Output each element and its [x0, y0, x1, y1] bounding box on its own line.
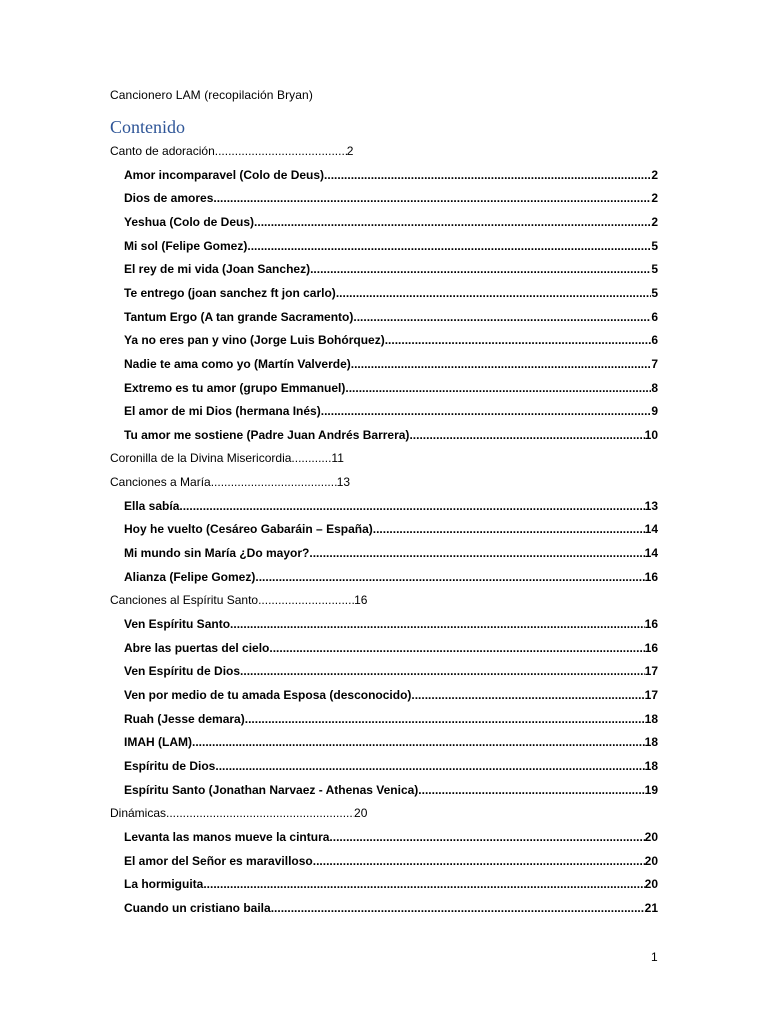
toc-entry-page: 5 — [651, 239, 658, 253]
toc-entry-title: Alianza (Felipe Gomez) — [124, 570, 256, 584]
toc-entry-page: 9 — [651, 404, 658, 418]
toc-entry-page: 18 — [644, 735, 658, 749]
toc-leader-dots — [240, 663, 645, 679]
toc-entry[interactable] — [110, 474, 350, 490]
toc-leader-dots — [329, 829, 644, 845]
toc-entry[interactable] — [124, 734, 658, 750]
toc-entry-page: 14 — [644, 546, 658, 560]
toc-entry-page: 7 — [651, 357, 658, 371]
toc-entry-title: Nadie te ama como yo (Martín Valverde) — [124, 357, 351, 371]
toc-entry[interactable] — [124, 332, 658, 348]
toc-entry-page: 20 — [644, 877, 658, 891]
toc-leader-dots — [247, 238, 651, 254]
toc-entry-title: Canciones al Espíritu Santo — [110, 593, 259, 607]
toc-entry-title: IMAH (LAM) — [124, 735, 192, 749]
toc-leader-dots — [313, 853, 645, 869]
toc-entry-title: El rey de mi vida (Joan Sanchez) — [124, 262, 311, 276]
toc-entry[interactable] — [124, 640, 658, 656]
toc-entry-title: El amor de mi Dios (hermana Inés) — [124, 404, 321, 418]
toc-leader-dots — [345, 380, 651, 396]
toc-entry-title: Tantum Ergo (A tan grande Sacramento) — [124, 310, 354, 324]
toc-entry-page: 5 — [651, 286, 658, 300]
toc-entry-page: 20 — [354, 806, 368, 820]
toc-entry[interactable] — [124, 380, 658, 396]
toc-entry-title: Yeshua (Colo de Deus) — [124, 215, 255, 229]
toc-entry-page: 6 — [651, 333, 658, 347]
toc-entry[interactable] — [110, 143, 353, 159]
toc-entry-page: 10 — [644, 428, 658, 442]
toc-entry-title: Mi mundo sin María ¿Do mayor? — [124, 546, 310, 560]
toc-leader-dots — [215, 143, 347, 159]
toc-leader-dots — [254, 214, 651, 230]
toc-entry-title: Dinámicas — [110, 806, 167, 820]
toc-leader-dots — [351, 356, 652, 372]
toc-entry-page: 17 — [644, 664, 658, 678]
toc-entry[interactable] — [124, 356, 658, 372]
toc-leader-dots — [291, 450, 331, 466]
toc-leader-dots — [215, 758, 644, 774]
toc-entry-page: 19 — [644, 783, 658, 797]
toc-entry[interactable] — [124, 190, 658, 206]
toc-leader-dots — [258, 592, 354, 608]
toc-leader-dots — [310, 261, 651, 277]
toc-entry[interactable] — [124, 829, 658, 845]
toc-entry-page: 16 — [644, 617, 658, 631]
toc-leader-dots — [269, 640, 644, 656]
toc-entry[interactable] — [124, 238, 658, 254]
toc-entry-page: 21 — [644, 901, 658, 915]
toc-entry[interactable] — [124, 309, 658, 325]
toc-entry-title: Ruah (Jesse demara) — [124, 712, 245, 726]
toc-entry-title: La hormiguita — [124, 877, 204, 891]
toc-entry-page: 2 — [346, 144, 354, 158]
toc-entry-title: El amor del Señor es maravilloso — [124, 854, 313, 868]
toc-entry-page: 16 — [354, 593, 368, 607]
toc-leader-dots — [203, 876, 644, 892]
toc-entry-page: 2 — [651, 191, 658, 205]
toc-entry[interactable] — [110, 592, 367, 608]
toc-entry-title: Canto de adoración — [110, 144, 215, 158]
toc-leader-dots — [324, 167, 651, 183]
toc-entry-page: 13 — [644, 499, 658, 513]
toc-leader-dots — [271, 900, 645, 916]
toc-entry[interactable] — [124, 876, 658, 892]
toc-entry-page: 17 — [644, 688, 658, 702]
toc-entry-title: Cuando un cristiano baila — [124, 901, 271, 915]
toc-entry-page: 11 — [331, 451, 344, 465]
toc-entry[interactable] — [124, 427, 658, 443]
toc-entry-page: 20 — [644, 830, 658, 844]
toc-entry-page: 18 — [644, 759, 658, 773]
toc-entry-page: 2 — [651, 168, 658, 182]
toc-entry[interactable] — [124, 498, 658, 514]
toc-entry-title: Ella sabía — [124, 499, 180, 513]
toc-entry[interactable] — [124, 711, 658, 727]
toc-entry-title: Dios de amores — [124, 191, 214, 205]
toc-leader-dots — [245, 711, 645, 727]
toc-entry-title: Ya no eres pan y vino (Jorge Luis Bohórquez) — [124, 333, 385, 347]
toc-leader-dots — [418, 782, 644, 798]
toc-entry-page: 8 — [651, 381, 658, 395]
toc-entry-title: Espíritu de Dios — [124, 759, 216, 773]
toc-entry-page: 16 — [644, 641, 658, 655]
toc-entry[interactable] — [124, 545, 658, 561]
toc-entry-title: Ven Espíritu de Dios — [124, 664, 241, 678]
toc-entry-page: 6 — [651, 310, 658, 324]
toc-entry-page: 20 — [644, 854, 658, 868]
toc-leader-dots — [166, 805, 354, 821]
document-header: Cancionero LAM (recopilación Bryan) — [110, 88, 313, 102]
toc-entry-page: 2 — [651, 215, 658, 229]
toc-entry-title: Hoy he vuelto (Cesáreo Gabaráin – España) — [124, 522, 373, 536]
toc-entry-title: Ven Espíritu Santo — [124, 617, 231, 631]
toc-leader-dots — [309, 545, 644, 561]
toc-leader-dots — [211, 474, 337, 490]
toc-entry[interactable] — [124, 900, 658, 916]
toc-leader-dots — [179, 498, 644, 514]
toc-entry-title: Te entrego (joan sanchez ft jon carlo) — [124, 286, 336, 300]
toc-leader-dots — [373, 521, 645, 537]
toc-title: Contenido — [110, 117, 185, 137]
toc-leader-dots — [321, 403, 652, 419]
toc-entry-page: 14 — [644, 522, 658, 536]
toc-entry[interactable] — [124, 167, 658, 183]
toc-entry[interactable] — [124, 616, 658, 632]
toc-entry[interactable] — [124, 853, 658, 869]
toc-entry-title: Amor incomparavel (Colo de Deus) — [124, 168, 325, 182]
toc-entry[interactable] — [124, 569, 658, 585]
toc-entry-title: Coronilla de la Divina Misericordia — [110, 451, 292, 465]
toc-entry[interactable] — [124, 214, 658, 230]
toc-leader-dots — [385, 332, 652, 348]
toc-leader-dots — [213, 190, 651, 206]
toc-entry[interactable] — [124, 782, 658, 798]
toc-entry[interactable] — [124, 285, 658, 301]
toc-leader-dots — [353, 309, 651, 325]
toc-entry-title: Ven por medio de tu amada Esposa (desconocido) — [124, 688, 412, 702]
toc-entry-title: Extremo es tu amor (grupo Emmanuel) — [124, 381, 346, 395]
toc-leader-dots — [230, 616, 645, 632]
toc-leader-dots — [411, 687, 644, 703]
toc-entry[interactable] — [124, 687, 658, 703]
toc-entry-title: Levanta las manos mueve la cintura — [124, 830, 330, 844]
toc-entry-title: Tu amor me sostiene (Padre Juan Andrés Barrera) — [124, 428, 410, 442]
toc-entry-title: Mi sol (Felipe Gomez) — [124, 239, 248, 253]
page-number: 1 — [651, 950, 658, 964]
toc-entry-page: 13 — [336, 475, 351, 489]
toc-leader-dots — [255, 569, 644, 585]
toc-entry[interactable] — [124, 758, 658, 774]
toc-entry[interactable] — [124, 403, 658, 419]
toc-entry[interactable] — [110, 450, 344, 466]
toc-entry-page: 18 — [644, 712, 658, 726]
toc-entry[interactable] — [110, 805, 367, 821]
toc-entry[interactable] — [124, 261, 658, 277]
toc-entry[interactable] — [124, 663, 658, 679]
toc-entry-title: Abre las puertas del cielo — [124, 641, 270, 655]
toc-entry-title: Canciones a María — [110, 475, 211, 489]
toc-entry-page: 5 — [651, 262, 658, 276]
toc-entry-page: 16 — [644, 570, 658, 584]
toc-entry[interactable] — [124, 521, 658, 537]
toc-leader-dots — [192, 734, 645, 750]
toc-leader-dots — [409, 427, 644, 443]
toc-leader-dots — [336, 285, 652, 301]
toc-entry-title: Espíritu Santo (Jonathan Narvaez - Athenas Venica) — [124, 783, 419, 797]
